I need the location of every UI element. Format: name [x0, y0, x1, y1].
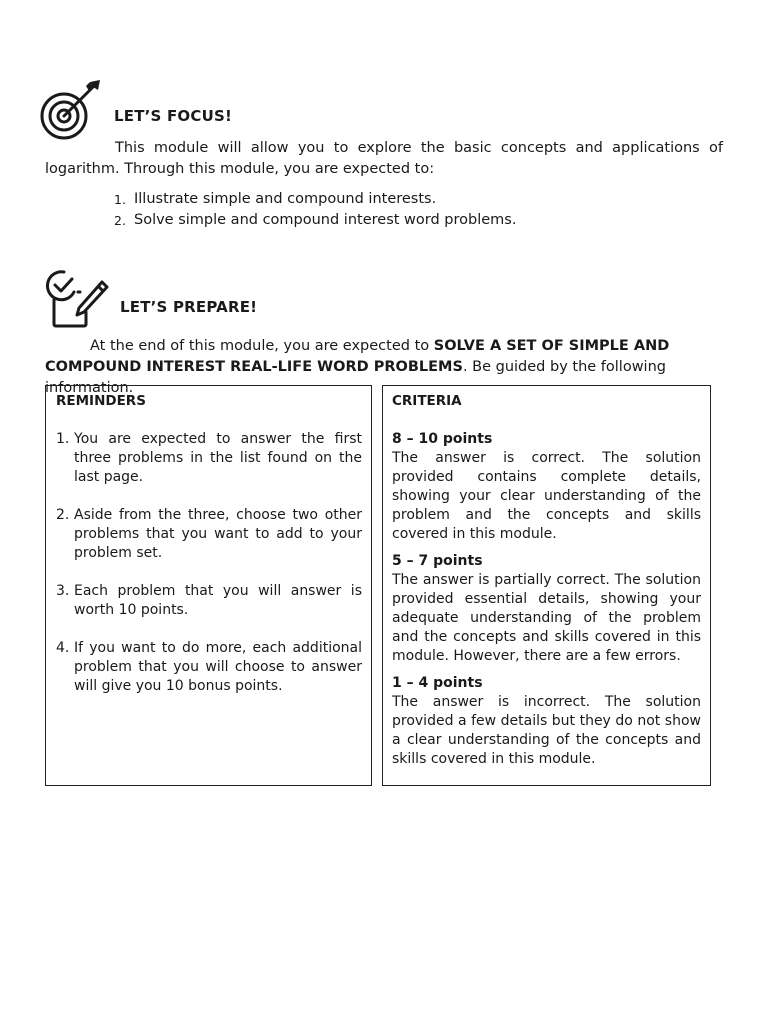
focus-heading: LET’S FOCUS!	[114, 107, 232, 125]
objectives-list	[114, 189, 674, 231]
reminders-list	[56, 430, 362, 696]
prepare-intro-end: . Be guided by the following information.	[45, 359, 666, 396]
focus-icon-wrap	[38, 76, 104, 142]
list-item-number: 1.	[114, 192, 126, 207]
list-item	[56, 582, 362, 620]
reminders-box	[45, 385, 372, 786]
target-dart-icon	[38, 76, 104, 142]
prepare-heading: LET’S PREPARE!	[120, 298, 258, 316]
criteria-description: The answer is partially correct. The solution provided essential details, showing your adequate understanding of the problem and the concepts and skills covered in this module. However, there are a few errors.	[392, 572, 701, 664]
list-item-text: Solve simple and compound interest word problems.	[134, 212, 517, 228]
checklist-pencil-icon	[44, 268, 112, 330]
criteria-description: The answer is incorrect. The solution provided a few details but they do not show a clear understanding of the concepts and skills covered in this module.	[392, 694, 701, 767]
criteria-range: 1 – 4 points	[392, 675, 483, 691]
list-item-text: If you want to do more, each additional problem that you will choose to answer will give you 10 bonus points.	[74, 640, 362, 694]
list-item	[114, 189, 674, 210]
list-item-text: Each problem that you will answer is worth 10 points.	[74, 583, 362, 618]
list-item-number: 3.	[56, 583, 70, 599]
list-item-text: You are expected to answer the first three problems in the list found on the last page.	[74, 431, 362, 485]
criteria-description: The answer is correct. The solution provided contains complete details, showing your clear understanding of the problem and the concepts and skills covered in this module.	[392, 450, 701, 542]
criteria-range: 8 – 10 points	[392, 431, 493, 447]
list-item-number: 4.	[56, 640, 70, 656]
list-item-text: Illustrate simple and compound interests.	[134, 191, 437, 207]
list-item-number: 2.	[114, 213, 126, 228]
criteria-box	[382, 385, 711, 786]
list-item-text: Aside from the three, choose two other problems that you want to add to your problem set.	[74, 507, 362, 561]
list-item	[56, 639, 362, 696]
prepare-icon-wrap	[44, 268, 112, 330]
list-item	[114, 210, 674, 231]
criteria-item	[392, 430, 701, 544]
criteria-item	[392, 552, 701, 666]
list-item-number: 1.	[56, 431, 70, 447]
criteria-item	[392, 674, 701, 769]
criteria-title: CRITERIA	[392, 393, 462, 409]
list-item-number: 2.	[56, 507, 70, 523]
prepare-intro-start: At the end of this module, you are expected to	[90, 338, 434, 354]
prepare-intro-bold: SOLVE A SET OF SIMPLE AND COMPOUND INTEREST REAL-LIFE WORD PROBLEMS	[45, 338, 670, 375]
list-item	[56, 430, 362, 487]
focus-intro-text: This module will allow you to explore the basic concepts and applications of logarithm. Through this module, you are expected to:	[45, 140, 723, 177]
reminders-title: REMINDERS	[56, 393, 146, 409]
focus-intro	[45, 138, 723, 180]
list-item	[56, 506, 362, 563]
criteria-range: 5 – 7 points	[392, 553, 483, 569]
